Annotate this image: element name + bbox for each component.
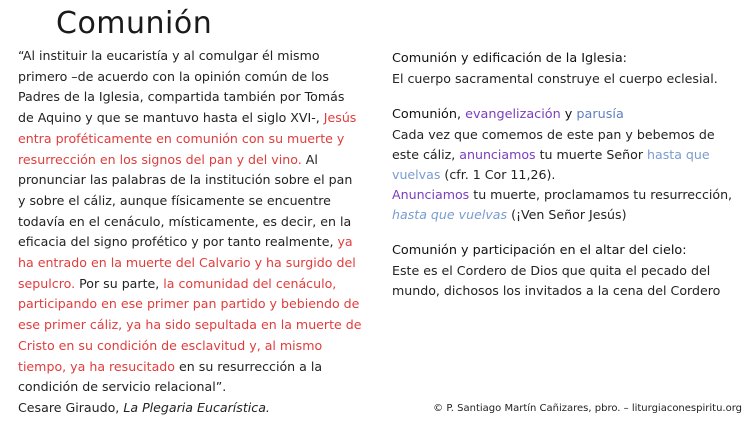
- body-part: tu muerte Señor: [535, 147, 648, 162]
- section-body: Este es el Cordero de Dios que quita el pecado del mundo, dichosos los invitados a la cena del Cordero: [392, 263, 721, 298]
- quote-highlight: la comunidad del cenáculo, participando en ese primer pan partido y bebiendo de ese primer cáliz, ya ha sido sepultada en la muerte de Cristo en su condición de esclavitud y, al mismo tiempo, ya ha resucitado: [18, 275, 362, 374]
- body-part: (¡Ven Señor Jesús): [507, 207, 627, 222]
- quote-author: Cesare Giraudo,: [18, 399, 124, 415]
- section-body: [392, 125, 742, 225]
- quote-highlight: Jesús entra proféticamente en comunión con su muerte y resurrección en los signos del pan y del vino.: [18, 110, 357, 167]
- heading-part: y: [560, 107, 577, 122]
- quote-text: “Al instituir la eucaristía y al comulgar él mismo primero –de acuerdo con la opinión común de los Padres de la Iglesia, compartida también por Tomás de Aquino y que se mantuvo hasta el siglo XVI-,: [18, 48, 345, 126]
- sections-column: [392, 49, 742, 317]
- body-anunciamos: anunciamos: [459, 147, 536, 162]
- quote-block: [18, 46, 363, 419]
- quote-highlight: ya ha entrado en la muerte del Calvario y ha surgido del sepulcro.: [18, 234, 356, 291]
- quote-text: Por su parte,: [75, 275, 164, 291]
- heading-parusia: parusía: [576, 107, 624, 122]
- section-edificacion: [392, 49, 742, 89]
- quote-text: en su resurrección a la condición de servicio relacional”.: [18, 358, 323, 395]
- heading-evangelizacion: evangelización: [465, 107, 561, 122]
- quote-text: Al pronunciar las palabras de la institución sobre el pan y sobre el cáliz, aunque físicamente se encuentre todavía en el cenáculo, místicamente, es decir, en la eficacia del signo profético y por tanto realmente,: [18, 151, 353, 250]
- section-heading: Comunión y participación en el altar del cielo:: [392, 243, 687, 258]
- body-part: tu muerte, proclamamos tu resurrección,: [469, 187, 733, 202]
- body-part: (cfr. 1 Cor 11,26).: [440, 167, 556, 182]
- body-anunciamos: Anunciamos: [392, 187, 470, 202]
- heading-part: Comunión,: [392, 107, 466, 122]
- section-evangelizacion: [392, 105, 742, 225]
- page-title: Comunión: [56, 6, 213, 41]
- body-hasta-que-vuelvas: hasta que vuelvas: [392, 147, 710, 182]
- body-hasta-que-vuelvas: hasta que vuelvas: [392, 207, 508, 222]
- section-participacion: [392, 241, 742, 301]
- body-part: Cada vez que comemos de este pan y bebemos de este cáliz,: [392, 127, 715, 162]
- copyright-footer: © P. Santiago Martín Cañizares, pbro. – liturgiaconespiritu.org: [433, 403, 742, 414]
- quote-work: La Plegaria Eucarística.: [123, 399, 270, 415]
- section-body: El cuerpo sacramental construye el cuerpo eclesial.: [392, 71, 718, 86]
- section-heading: Comunión y edificación de la Iglesia:: [392, 51, 627, 66]
- section-heading: [392, 105, 742, 125]
